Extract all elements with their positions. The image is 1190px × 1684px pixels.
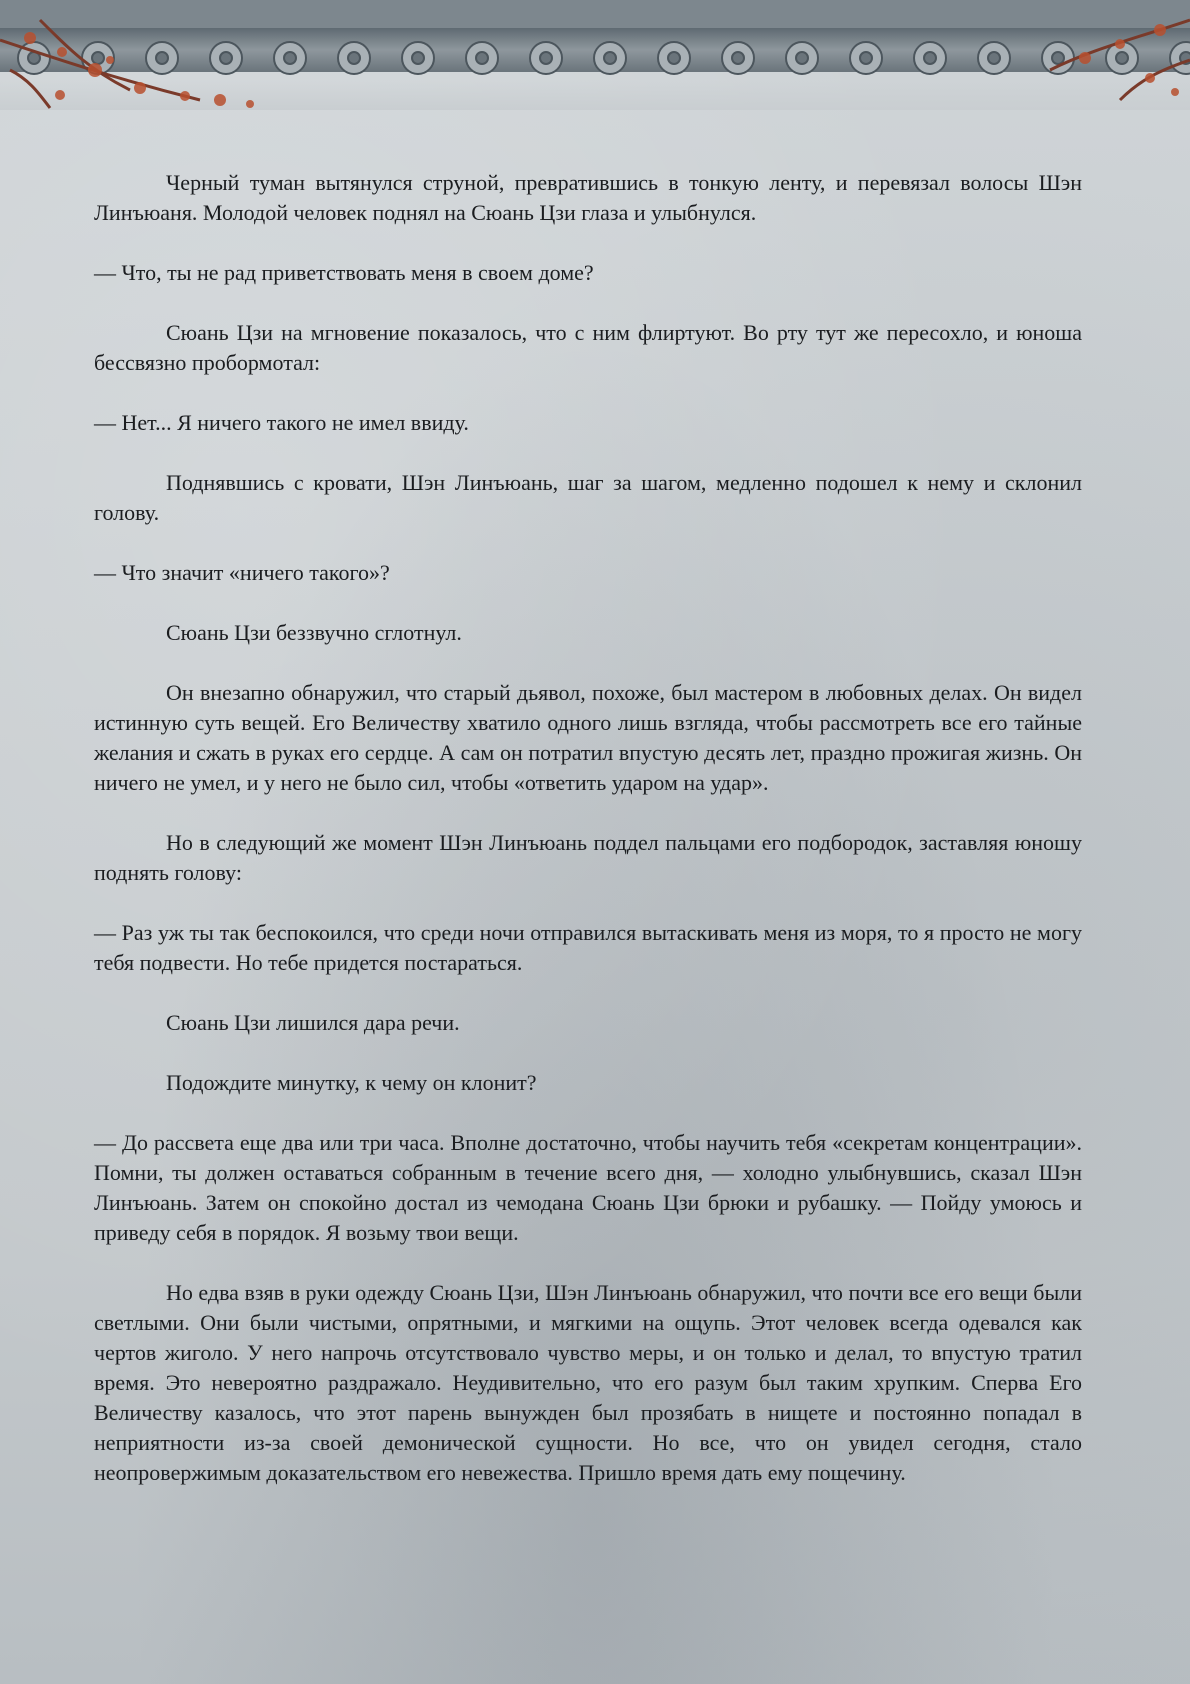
roof-tile-center-icon [1052,52,1064,64]
roof-tile-center-icon [540,52,552,64]
roof-tile-center-icon [1116,52,1128,64]
roof-tiles-decoration [0,0,1190,110]
chapter-text [94,168,1082,1518]
roof-tile-center-icon [92,52,104,64]
roof-tile-center-icon [476,52,488,64]
roof-tile-center-icon [348,52,360,64]
paragraph: — Нет... Я ничего такого не имел ввиду. [94,410,469,435]
paragraph: — Что значит «ничего такого»? [94,560,390,585]
roof-tile-center-icon [732,52,744,64]
paragraph: Он внезапно обнаружил, что старый дьявол, похоже, был мастером в любовных делах. Он видел истинную суть вещей. Его Величеству хватило одного лишь взгляда, чтобы рассмотреть все его тайные желания и сжать в руках его сердце. А сам он потратил впустую десять лет, праздно прожигая жизнь. Он ничего не умел, и у него не было сил, чтобы «ответить ударом на удар». [94,680,1082,795]
roof-tile-center-icon [924,52,936,64]
paragraph: Сюань Цзи на мгновение показалось, что с ним флиртуют. Во рту тут же пересохло, и юноша бессвязно пробормотал: [94,320,1082,375]
roof-tile-center-icon [284,52,296,64]
roof-tile-center-icon [668,52,680,64]
paragraph: — Что, ты не рад приветствовать меня в своем доме? [94,260,594,285]
paragraph: Черный туман вытянулся струной, превратившись в тонкую ленту, и перевязал волосы Шэн Линъюаня. Молодой человек поднял на Сюань Цзи глаза и улыбнулся. [94,170,1082,225]
roof-tile-center-icon [156,52,168,64]
paragraph: Сюань Цзи беззвучно сглотнул. [166,620,462,645]
paragraph: Подождите минутку, к чему он клонит? [166,1070,537,1095]
paragraph: Сюань Цзи лишился дара речи. [166,1010,460,1035]
roof-tile-center-icon [220,52,232,64]
roof-tile-center-icon [860,52,872,64]
roof-tile-center-icon [604,52,616,64]
paragraph: — Раз уж ты так беспокоился, что среди ночи отправился вытаскивать меня из моря, то я просто не могу тебя подвести. Но тебе придется постараться. [94,920,1082,975]
roof-tile-center-icon [796,52,808,64]
paragraph: Но едва взяв в руки одежду Сюань Цзи, Шэн Линъюань обнаружил, что почти все его вещи были светлыми. Они были чистыми, опрятными, и мягкими на ощупь. Этот человек всегда одевался как чертов жиголо. У него напрочь отсутствовало чувство меры, и он только и делал, то впустую тратил время. Это невероятно раздражало. Неудивительно, что его разум был таким хрупким. Сперва Его Величеству казалось, что этот парень вынужден был прозябать в нищете и постоянно попадал в неприятности из-за своей демонической сущности. Но все, что он увидел сегодня, стало неопровержимым доказательством его невежества. Пришло время дать ему пощечину. [94,1280,1082,1485]
paragraph: Поднявшись с кровати, Шэн Линъюань, шаг за шагом, медленно подошел к нему и склонил голову. [94,470,1082,525]
roof-tile-center-icon [988,52,1000,64]
paragraph: Но в следующий же момент Шэн Линъюань поддел пальцами его подбородок, заставляя юношу поднять голову: [94,830,1082,885]
paragraph: — До рассвета еще два или три часа. Вполне достаточно, чтобы научить тебя «секретам концентрации». Помни, ты должен оставаться собранным в течение всего дня, — холодно улыбнувшись, сказал Шэн Линъюань. Затем он спокойно достал из чемодана Сюань Цзи брюки и рубашку. — Пойду умоюсь и приведу себя в порядок. Я возьму твои вещи. [94,1130,1082,1245]
roof-tile-center-icon [412,52,424,64]
